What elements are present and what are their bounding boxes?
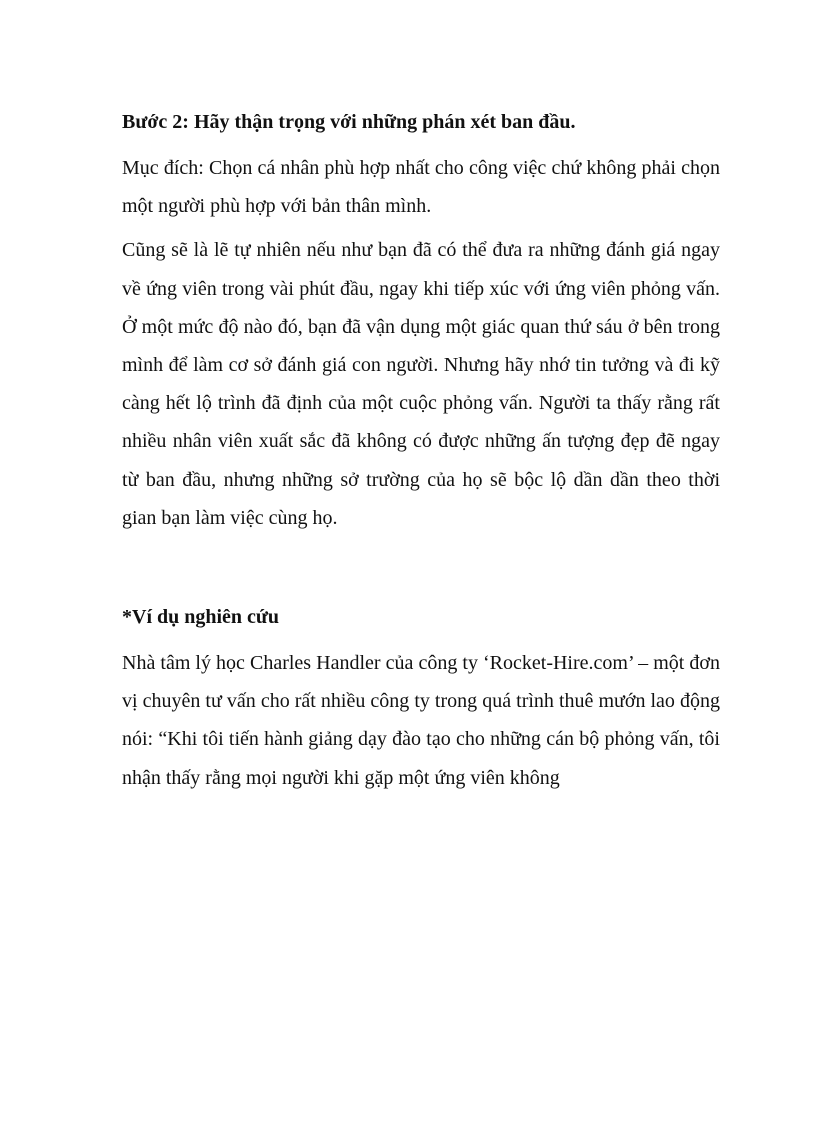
section-spacer (122, 543, 720, 599)
body-paragraph: Cũng sẽ là lẽ tự nhiên nếu như bạn đã có thể đưa ra những đánh giá ngay về ứng viên trong vài phút đầu, ngay khi tiếp xúc với ứng viên phỏng vấn. Ở một mức độ nào đó, bạn đã vận dụng một giác quan thứ sáu ở bên trong mình để làm cơ sở đánh giá con người. Nhưng hãy nhớ tin tưởng và đi kỹ càng hết lộ trình đã định của một cuộc phỏng vấn. Người ta thấy rằng rất nhiều nhân viên xuất sắc đã không có được những ấn tượng đẹp đẽ ngay từ ban đầu, nhưng những sở trường của họ sẽ bộc lộ dần dần theo thời gian bạn làm việc cùng họ. (122, 239, 720, 529)
step-heading: Bước 2: Hãy thận trọng với những phán xét ban đầu. (122, 111, 576, 133)
case-study-heading: *Ví dụ nghiên cứu (122, 606, 280, 629)
document-content (122, 104, 720, 803)
case-study-paragraph: Nhà tâm lý học Charles Handler của công ty ‘Rocket-Hire.com’ – một đơn vị chuyên tư vấn cho rất nhiều công ty trong quá trình thuê mướn lao động nói: “Khi tôi tiến hành giảng dạy đào tạo cho những cán bộ phỏng vấn, tôi nhận thấy rằng mọi người khi gặp một ứng viên không (122, 652, 720, 789)
purpose-paragraph: Mục đích: Chọn cá nhân phù hợp nhất cho công việc chứ không phải chọn một người phù hợp với bản thân mình. (122, 157, 720, 218)
